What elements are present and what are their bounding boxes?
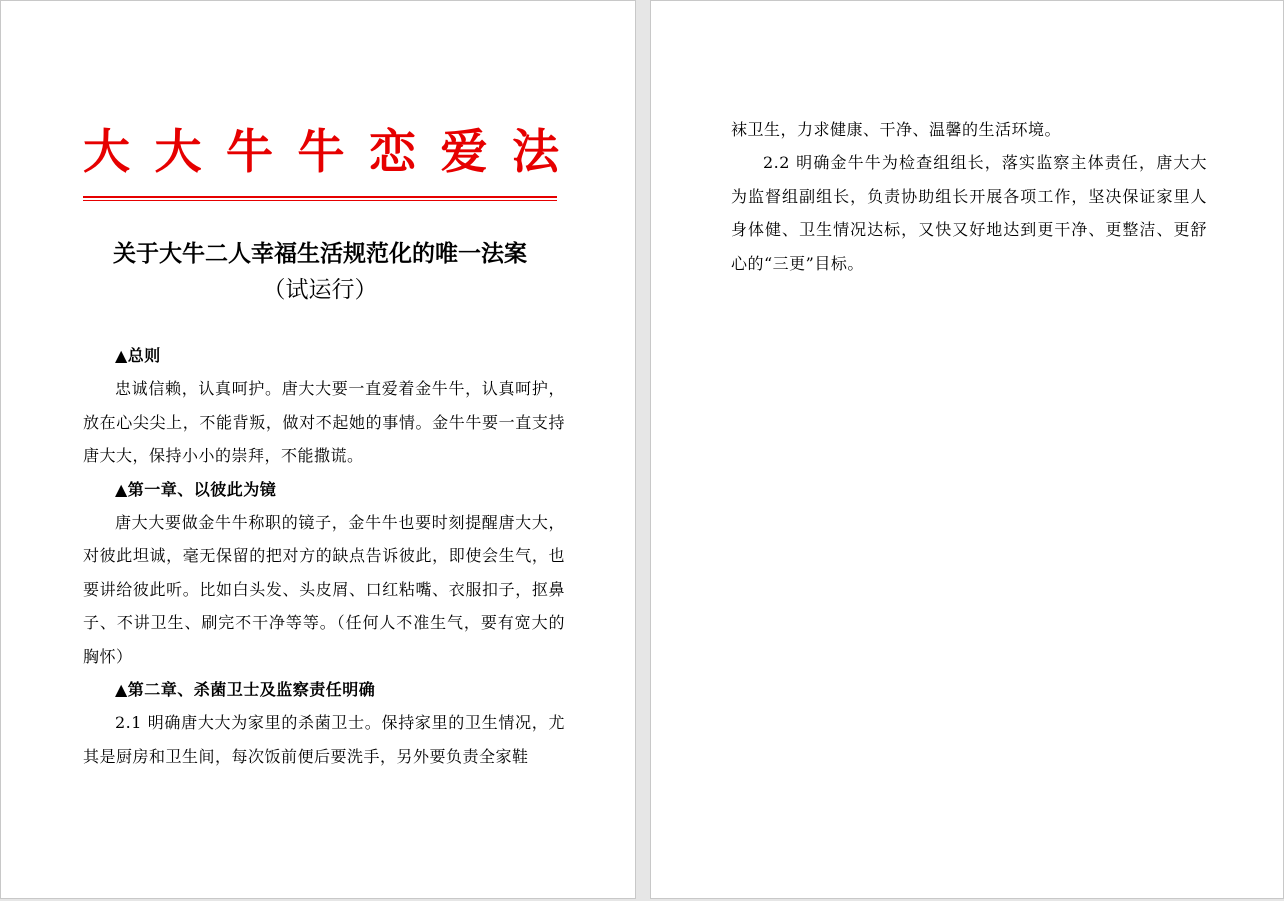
title-char: 法 xyxy=(512,125,559,180)
title-char: 恋 xyxy=(369,125,416,180)
title-char: 大 xyxy=(154,125,202,180)
document-title xyxy=(83,123,559,183)
document-page-right xyxy=(650,0,1284,899)
title-char: 牛 xyxy=(297,125,345,180)
section-heading-general: ▲总则 xyxy=(115,346,161,365)
paragraph-chapter-2-1-continued: 袜卫生，力求健康、干净、温馨的生活环境。 xyxy=(731,120,1062,139)
section-heading-chapter-1: ▲第一章、以彼此为镜 xyxy=(115,479,277,499)
title-char: 大 xyxy=(83,125,130,180)
paragraph-chapter-2-1: 2.1 明确唐大大为家里的杀菌卫士。保持家里的卫生情况，尤其是厨房和卫生间，每次饭前便后要洗手，另外要负责全家鞋 xyxy=(83,713,565,766)
title-char: 爱 xyxy=(440,125,488,180)
document-body-right xyxy=(731,113,1207,280)
document-page-left xyxy=(0,0,636,899)
paragraph-general: 忠诚信赖，认真呵护。唐大大要一直爱着金牛牛，认真呵护，放在心尖尖上，不能背叛，做对不起她的事情。金牛牛要一直支持唐大大，保持小小的崇拜，不能撒谎。 xyxy=(83,379,565,466)
title-divider-thick xyxy=(83,196,557,198)
section-heading-chapter-2: ▲第二章、杀菌卫士及监察责任明确 xyxy=(115,680,376,700)
paragraph-chapter-2-2: 2.2 明确金牛牛为检查组组长，落实监察主体责任，唐大大为监督组副组长，负责协助组长开展各项工作，坚决保证家里人身体健、卫生情况达标，又快又好地达到更干净、更整洁、更舒心的“三更”目标。 xyxy=(731,153,1207,273)
document-body-left xyxy=(83,339,565,773)
document-subtitle: 关于大牛二人幸福生活规范化的唯一法案 xyxy=(113,240,527,267)
paragraph-chapter-1: 唐大大要做金牛牛称职的镜子，金牛牛也要时刻提醒唐大大，对彼此坦诚，毫无保留的把对方的缺点告诉彼此，即使会生气，也要讲给彼此听。比如白头发、头皮屑、口红粘嘴、衣服扣子，抠鼻子、不讲卫生、刷完不干净等等。（任何人不准生气，要有宽大的胸怀） xyxy=(83,513,565,666)
title-divider-thin xyxy=(83,200,557,201)
title-char: 牛 xyxy=(226,125,273,180)
document-subtitle-note: （试运行） xyxy=(262,277,378,303)
